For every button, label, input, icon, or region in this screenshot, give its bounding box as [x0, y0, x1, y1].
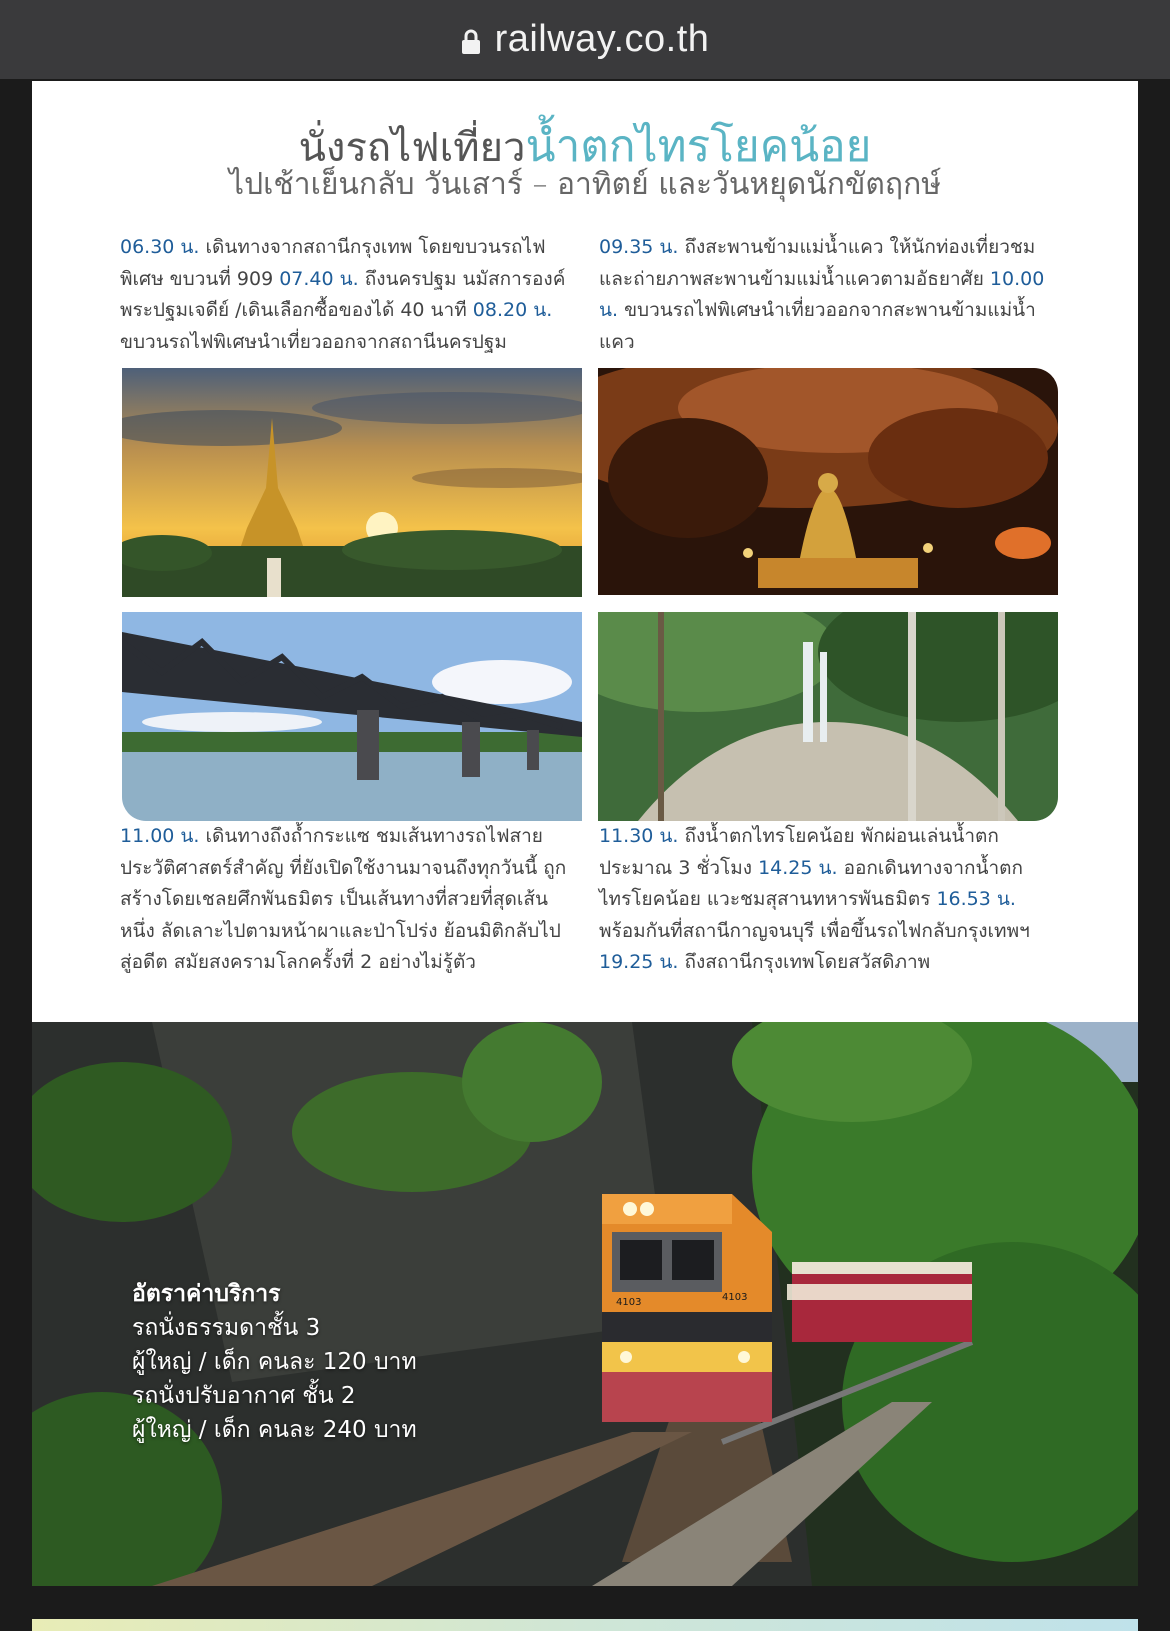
schedule-text: พร้อมกันที่สถานีกาญจนบุรี เพื่อขึ้นรถไฟกลับกรุงเทพฯ [599, 919, 1030, 942]
schedule-text: ถึงสะพานข้ามแม่น้ำแคว ให้นักท่องเที่ยวชมและถ่ายภาพสะพานข้ามแม่น้ำแควตามอัธยาศัย [599, 236, 1036, 290]
schedule-text: ถึงสถานีกรุงเทพโดยสวัสดิภาพ [678, 951, 931, 973]
page-subtitle: ไปเช้าเย็นกลับ วันเสาร์ – อาทิตย์ และวันหยุดนักขัตฤกษ์ [228, 167, 942, 202]
river-kwai-bridge-photo [122, 612, 582, 821]
fare-class3-label: รถนั่งธรรมดาชั้น 3 [132, 1315, 321, 1341]
time-0820: 08.20 น. [472, 299, 553, 321]
schedule-text: ขบวนรถไฟพิเศษนำเที่ยวออกจากสะพานข้ามแม่น้ำแคว [599, 299, 1036, 353]
schedule-text: ถึงน้ำตกไทรโยคน้อย พักผ่อนเล่นน้ำตกประมาณ 3 ชั่วโมง [599, 825, 999, 879]
schedule-text: ออกเดินทางจากน้ำตกไทรโยคน้อย แวะชมสุสานทหารพันธมิตร [599, 856, 1024, 910]
schedule-block-3 [120, 821, 570, 979]
browser-url-bar[interactable] [0, 0, 1170, 79]
time-1100: 11.00 น. [120, 825, 200, 847]
time-1653: 16.53 น. [936, 888, 1016, 910]
time-0740: 07.40 น. [279, 267, 359, 290]
schedule-block-2 [599, 232, 1059, 358]
title-prefix: นั่งรถไฟเที่ยว [298, 125, 526, 171]
schedule-text: เดินทางถึงถ้ำกระแซ ชมเส้นทางรถไฟสายประวัติศาสตร์สำคัญ ที่ยังเปิดใช้งานมาจนถึงทุกวันนี้ ถูกสร้างโดยเชลยศึกพันธมิตร เป็นเส้นทางที่สวยที่สุดเส้นหนึ่ง ลัดเลาะไปตามหน้าผาและป่าโปร่ง ย้อนมิติกลับไปสู่อดีต สมัยสงครามโลกครั้งที่ 2 อย่างไม่รู้ตัว [120, 825, 567, 973]
time-0630: 06.30 น. [120, 236, 200, 258]
title-accent: น้ำตกไทรโยคน้อย [525, 121, 872, 172]
next-section-strip [32, 1619, 1138, 1631]
sai-yok-noi-waterfall-photo [598, 612, 1058, 821]
cave-buddha-photo [598, 368, 1058, 595]
lock-icon [461, 29, 481, 55]
schedule-text: ถึงนครปฐม นมัสการองค์พระปฐมเจดีย์ /เดินเลือกซื้อของได้ 40 นาที [120, 267, 566, 321]
fare-class2-price: ผู้ใหญ่ / เด็ก คนละ 240 บาท [132, 1417, 417, 1443]
time-1000: 10.00 น. [599, 267, 1045, 321]
time-1925: 19.25 น. [599, 951, 679, 973]
time-1130: 11.30 น. [599, 825, 679, 847]
schedule-block-1 [120, 232, 570, 358]
url-host[interactable]: railway.co.th [494, 18, 710, 60]
fare-class3-price: ผู้ใหญ่ / เด็ก คนละ 120 บาท [132, 1349, 417, 1375]
time-1425: 14.25 น. [758, 856, 838, 879]
time-0935: 09.35 น. [599, 236, 679, 258]
pagoda-sunset-photo [122, 368, 582, 597]
locomotive-number-right: 4103 [722, 1292, 748, 1303]
fare-box [132, 1277, 417, 1447]
fare-heading: อัตราค่าบริการ [132, 1281, 281, 1307]
schedule-text: เดินทางจากสถานีกรุงเทพ โดยขบวนรถไฟพิเศษ ขบวนที่ 909 [120, 236, 546, 290]
schedule-text: ขบวนรถไฟพิเศษนำเที่ยวออกจากสถานีนครปฐม [120, 330, 507, 353]
brochure-page [32, 81, 1138, 1586]
fare-class2-label: รถนั่งปรับอากาศ ชั้น 2 [132, 1383, 356, 1409]
locomotive-number-left: 4103 [616, 1297, 642, 1308]
schedule-block-4 [599, 821, 1059, 979]
